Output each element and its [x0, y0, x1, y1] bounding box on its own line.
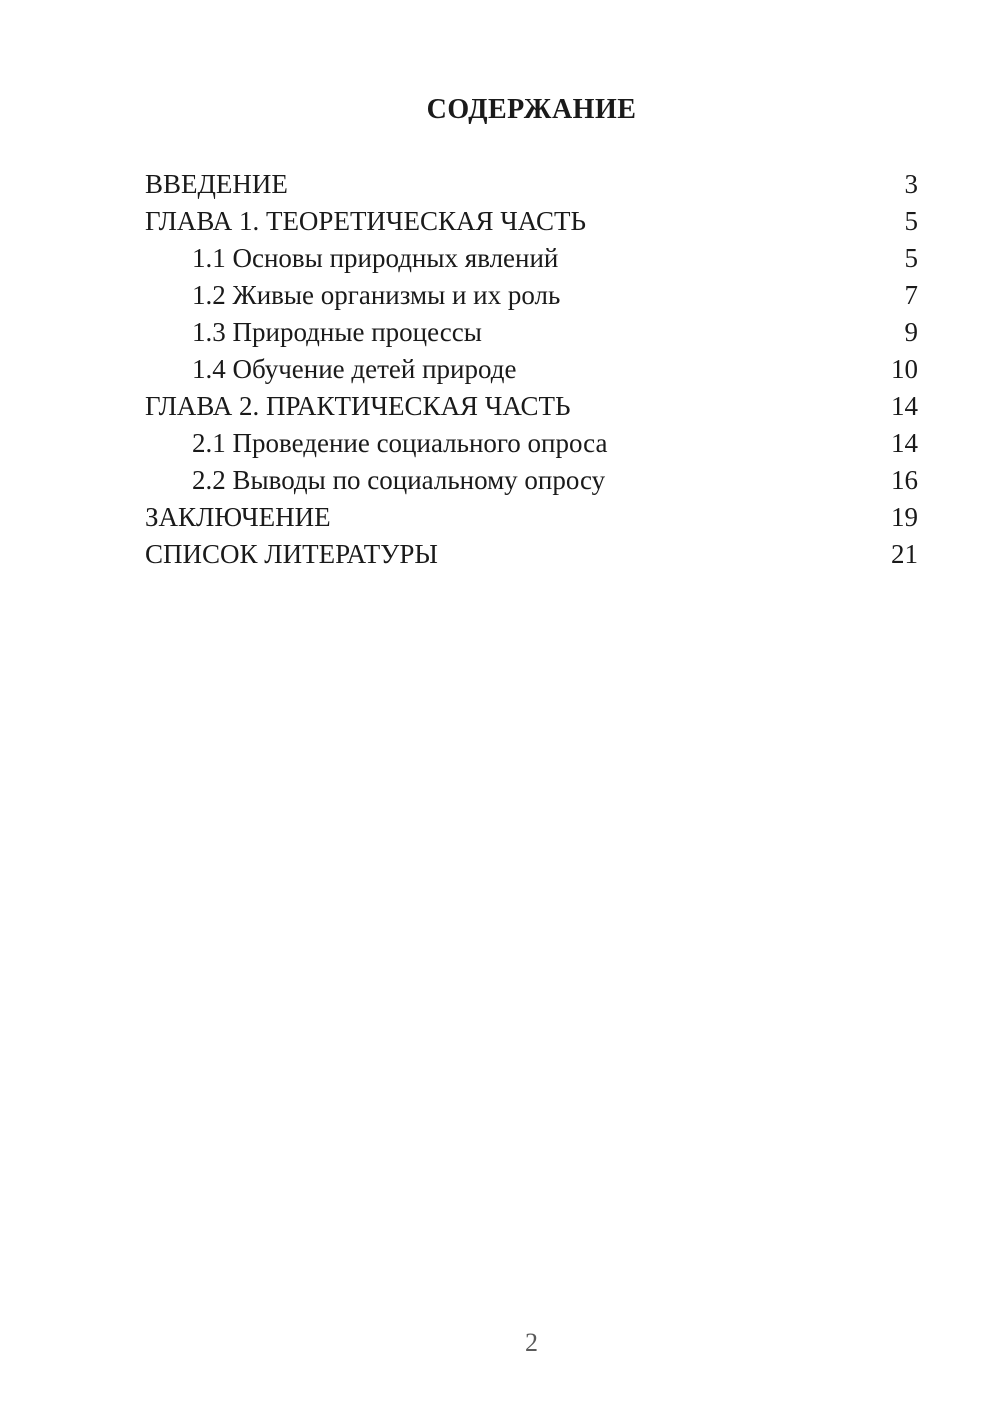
toc-entry-page-number: 5 — [904, 243, 918, 273]
toc-entry — [145, 314, 918, 351]
page-content — [145, 0, 918, 573]
toc-entry-page-number: 21 — [891, 539, 918, 569]
toc-entry-page-number: 3 — [904, 169, 918, 199]
toc-entry — [145, 240, 918, 277]
toc-entry — [145, 166, 918, 203]
toc-entry-label: 1.3 Природные процессы — [192, 317, 482, 347]
toc-entry-label: 1.2 Живые организмы и их роль — [192, 280, 561, 310]
toc-entry — [145, 536, 918, 573]
toc-entry-page-number: 16 — [891, 465, 918, 495]
toc-entry — [145, 388, 918, 425]
toc-entry-page-number: 9 — [904, 317, 918, 347]
toc-entry-label: СПИСОК ЛИТЕРАТУРЫ — [145, 539, 438, 569]
toc-entry-page-number: 10 — [891, 354, 918, 384]
toc-entry-label: 2.2 Выводы по социальному опросу — [192, 465, 606, 495]
toc-entry-label: ГЛАВА 1. ТЕОРЕТИЧЕСКАЯ ЧАСТЬ — [145, 206, 586, 236]
page-title: СОДЕРЖАНИЕ — [426, 94, 637, 125]
toc-entry-label: 1.1 Основы природных явлений — [192, 243, 559, 273]
toc-entry-page-number: 14 — [891, 391, 918, 421]
toc-list — [145, 166, 918, 573]
toc-entry — [145, 462, 918, 499]
toc-entry — [145, 351, 918, 388]
toc-entry — [145, 277, 918, 314]
toc-entry-label: ГЛАВА 2. ПРАКТИЧЕСКАЯ ЧАСТЬ — [145, 391, 571, 421]
footer-page-number: 2 — [525, 1328, 538, 1357]
toc-entry-page-number: 5 — [904, 206, 918, 236]
toc-entry-label: 2.1 Проведение социального опроса — [192, 428, 608, 458]
toc-entry — [145, 425, 918, 462]
toc-entry-label: ЗАКЛЮЧЕНИЕ — [145, 502, 331, 532]
toc-entry — [145, 499, 918, 536]
toc-entry-label: ВВЕДЕНИЕ — [145, 169, 288, 199]
toc-entry-label: 1.4 Обучение детей природе — [192, 354, 517, 384]
toc-entry-page-number: 14 — [891, 428, 918, 458]
toc-entry — [145, 203, 918, 240]
toc-entry-page-number: 19 — [891, 502, 918, 532]
toc-entry-page-number: 7 — [904, 280, 918, 310]
